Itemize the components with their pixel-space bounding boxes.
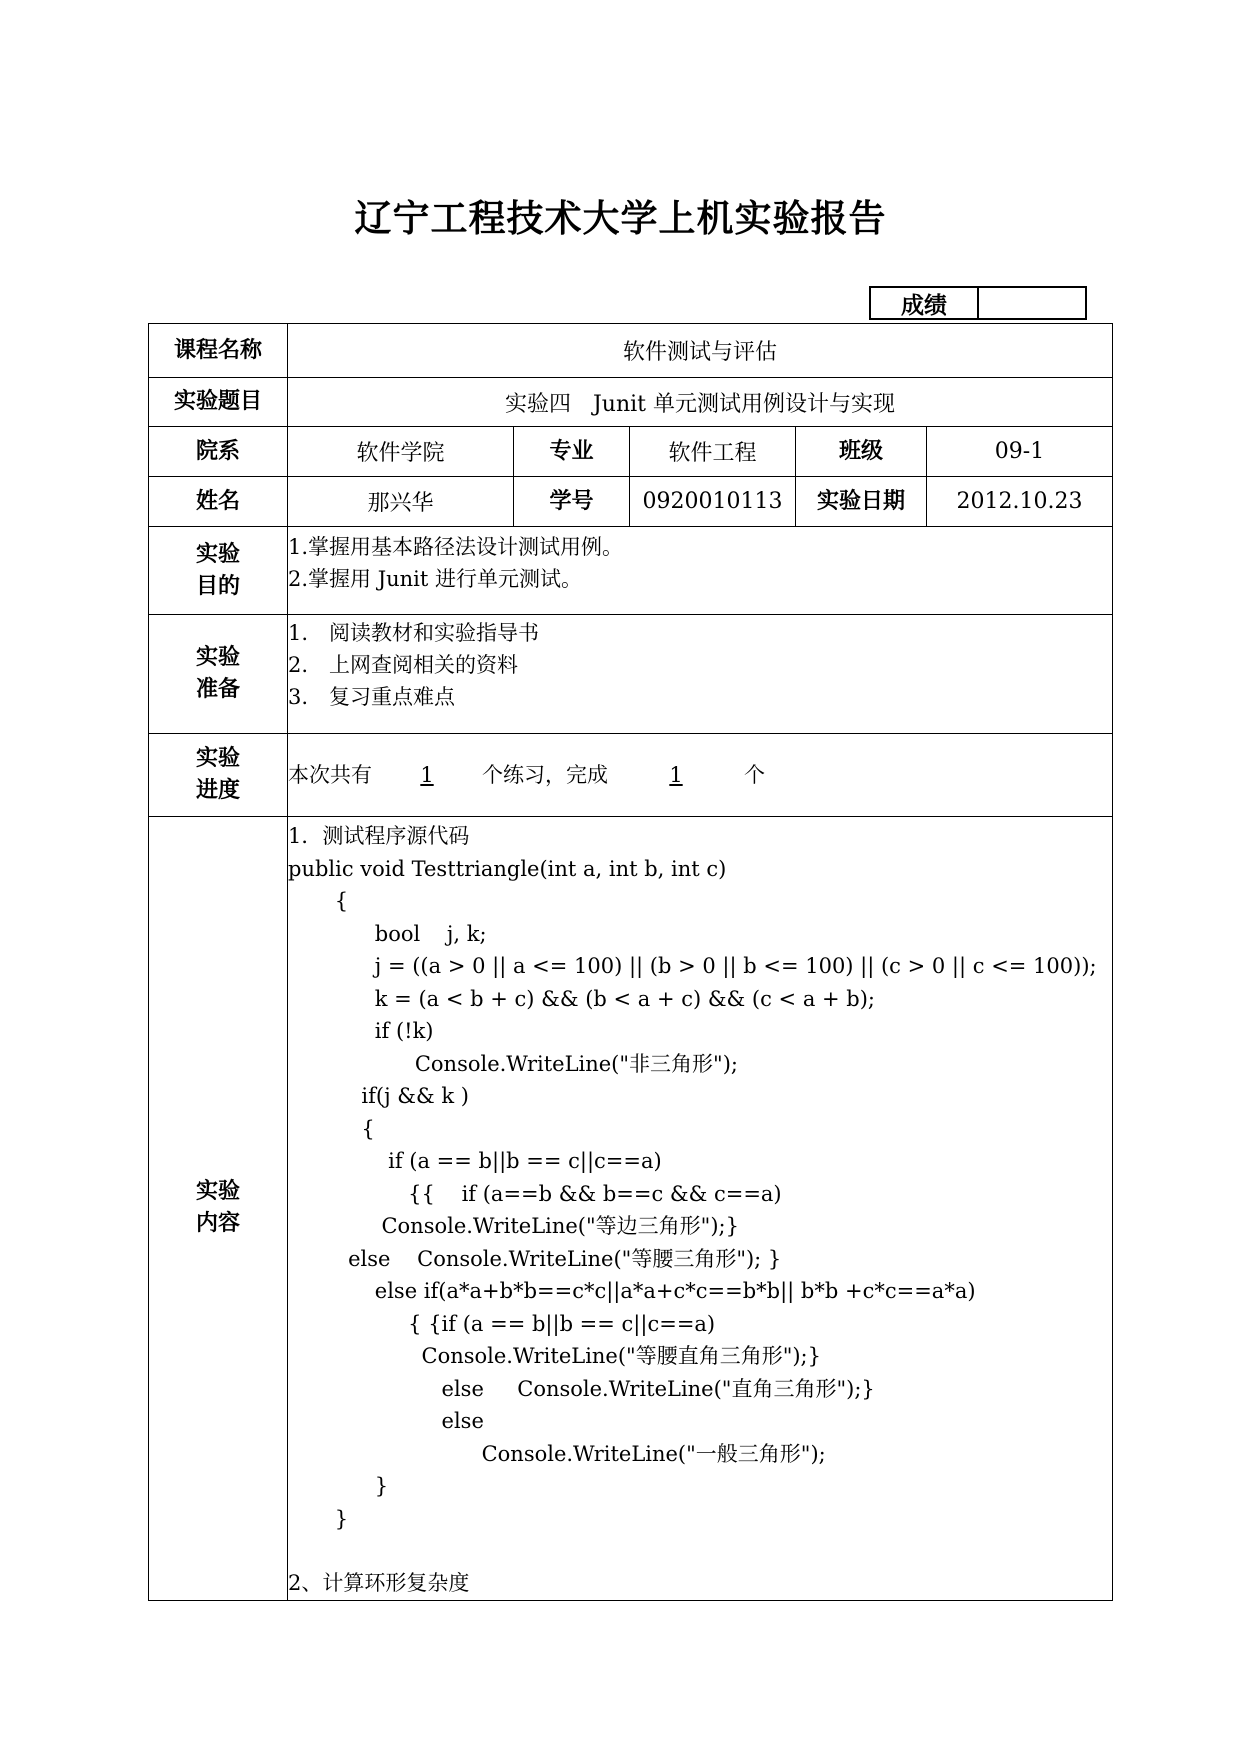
code-line: { xyxy=(288,889,349,913)
code-line: {{ if (a==b && b==c && c==a) xyxy=(288,1181,782,1206)
major-label: 专业 xyxy=(514,427,630,477)
dept-label: 院系 xyxy=(149,427,288,477)
purpose-label-line2: 目的 xyxy=(195,573,240,599)
code-line: Console.WriteLine("一般三角形"); xyxy=(288,1441,826,1466)
dept-value: 软件学院 xyxy=(288,427,514,477)
code-line: { xyxy=(288,1116,375,1141)
code-line: else if(a*a+b*b==c*c||a*a+c*c==b*b|| b*b +c*c==a*a) xyxy=(288,1279,976,1303)
content-label-line1: 实验 xyxy=(195,1179,240,1205)
purpose-item: 1.掌握用基本路径法设计测试用例。 xyxy=(288,535,624,559)
course-label: 课程名称 xyxy=(149,324,288,378)
info-row-2 xyxy=(149,477,1113,527)
topic-row xyxy=(149,378,1113,427)
preparation-item: 1. 阅读教材和实验指导书 xyxy=(288,621,540,645)
content-footer: 2、计算环形复杂度 xyxy=(288,1571,470,1595)
code-line: else Console.WriteLine("直角三角形");} xyxy=(288,1376,875,1401)
date-label: 实验日期 xyxy=(796,477,927,527)
info-row-1 xyxy=(149,427,1113,477)
report-title: 辽宁工程技术大学上机实验报告 xyxy=(354,197,887,240)
report-table xyxy=(148,323,1113,1601)
purpose-label-line1: 实验 xyxy=(195,541,240,567)
grade-box xyxy=(869,286,1087,320)
name-label: 姓名 xyxy=(149,477,288,527)
grade-value xyxy=(979,288,1085,318)
code-line: { {if (a == b||b == c||c==a) xyxy=(288,1311,716,1336)
purpose-label xyxy=(149,527,288,615)
preparation-label-line2: 准备 xyxy=(195,677,240,702)
course-row xyxy=(149,324,1113,378)
source-code-block xyxy=(288,853,1112,1536)
preparation-item: 3. 复习重点难点 xyxy=(288,685,456,709)
progress-label-line2: 进度 xyxy=(195,778,240,803)
code-line: if (!k) xyxy=(288,1019,434,1043)
major-value: 软件工程 xyxy=(630,427,796,477)
grade-label: 成绩 xyxy=(871,288,979,318)
progress-done: 1 xyxy=(669,763,683,787)
preparation-row xyxy=(149,615,1113,734)
preparation-label xyxy=(149,615,288,734)
code-line: if(j && k ) xyxy=(288,1084,469,1108)
progress-row xyxy=(149,734,1113,817)
progress-total: 1 xyxy=(420,763,434,787)
code-line: Console.WriteLine("等腰直角三角形");} xyxy=(288,1344,821,1368)
code-line: } xyxy=(288,1506,349,1531)
progress-text-after: 个 xyxy=(744,763,765,787)
code-line: } xyxy=(288,1474,389,1498)
content-label xyxy=(149,817,288,1601)
progress-text-middle: 个练习，完成 xyxy=(482,763,608,787)
name-value: 那兴华 xyxy=(288,477,514,527)
preparation-item: 2. 上网查阅相关的资料 xyxy=(288,653,519,677)
code-line: j = ((a > 0 || a <= 100) || (b > 0 || b <= 100) || (c > 0 || c <= 100)); xyxy=(288,954,1097,978)
class-label: 班级 xyxy=(796,427,927,477)
code-line: Console.WriteLine("非三角形"); xyxy=(288,1051,738,1076)
student-id-value: 0920010113 xyxy=(630,477,796,527)
content-row xyxy=(149,817,1113,1601)
progress-label xyxy=(149,734,288,817)
purpose-content xyxy=(288,527,1113,615)
code-line: Console.WriteLine("等边三角形");} xyxy=(288,1214,739,1238)
preparation-label-line1: 实验 xyxy=(195,645,240,670)
code-line: if (a == b||b == c||c==a) xyxy=(288,1149,662,1173)
content-heading: 1．测试程序源代码 xyxy=(288,824,470,848)
progress-content xyxy=(288,734,1113,817)
purpose-row xyxy=(149,527,1113,615)
content-label-line2: 内容 xyxy=(195,1211,240,1237)
progress-text-before: 本次共有 xyxy=(288,763,372,787)
blank-line xyxy=(288,1535,1112,1567)
date-value: 2012.10.23 xyxy=(927,477,1113,527)
code-line: bool j, k; xyxy=(288,921,487,946)
content-body xyxy=(288,817,1113,1601)
code-line: else xyxy=(288,1409,484,1433)
student-id-label: 学号 xyxy=(514,477,630,527)
purpose-item: 2.掌握用 Junit 进行单元测试。 xyxy=(288,567,583,591)
class-value: 09-1 xyxy=(927,427,1113,477)
progress-label-line1: 实验 xyxy=(195,746,240,771)
code-line: k = (a < b + c) && (b < a + c) && (c < a + b); xyxy=(288,986,876,1011)
preparation-content xyxy=(288,615,1113,734)
course-value: 软件测试与评估 xyxy=(288,324,1113,378)
topic-value: 实验四 Junit 单元测试用例设计与实现 xyxy=(288,378,1113,427)
progress-text xyxy=(288,759,1112,791)
topic-label: 实验题目 xyxy=(149,378,288,427)
code-line: public void Testtriangle(int a, int b, int c) xyxy=(288,856,727,881)
code-line: else Console.WriteLine("等腰三角形"); } xyxy=(288,1246,782,1271)
